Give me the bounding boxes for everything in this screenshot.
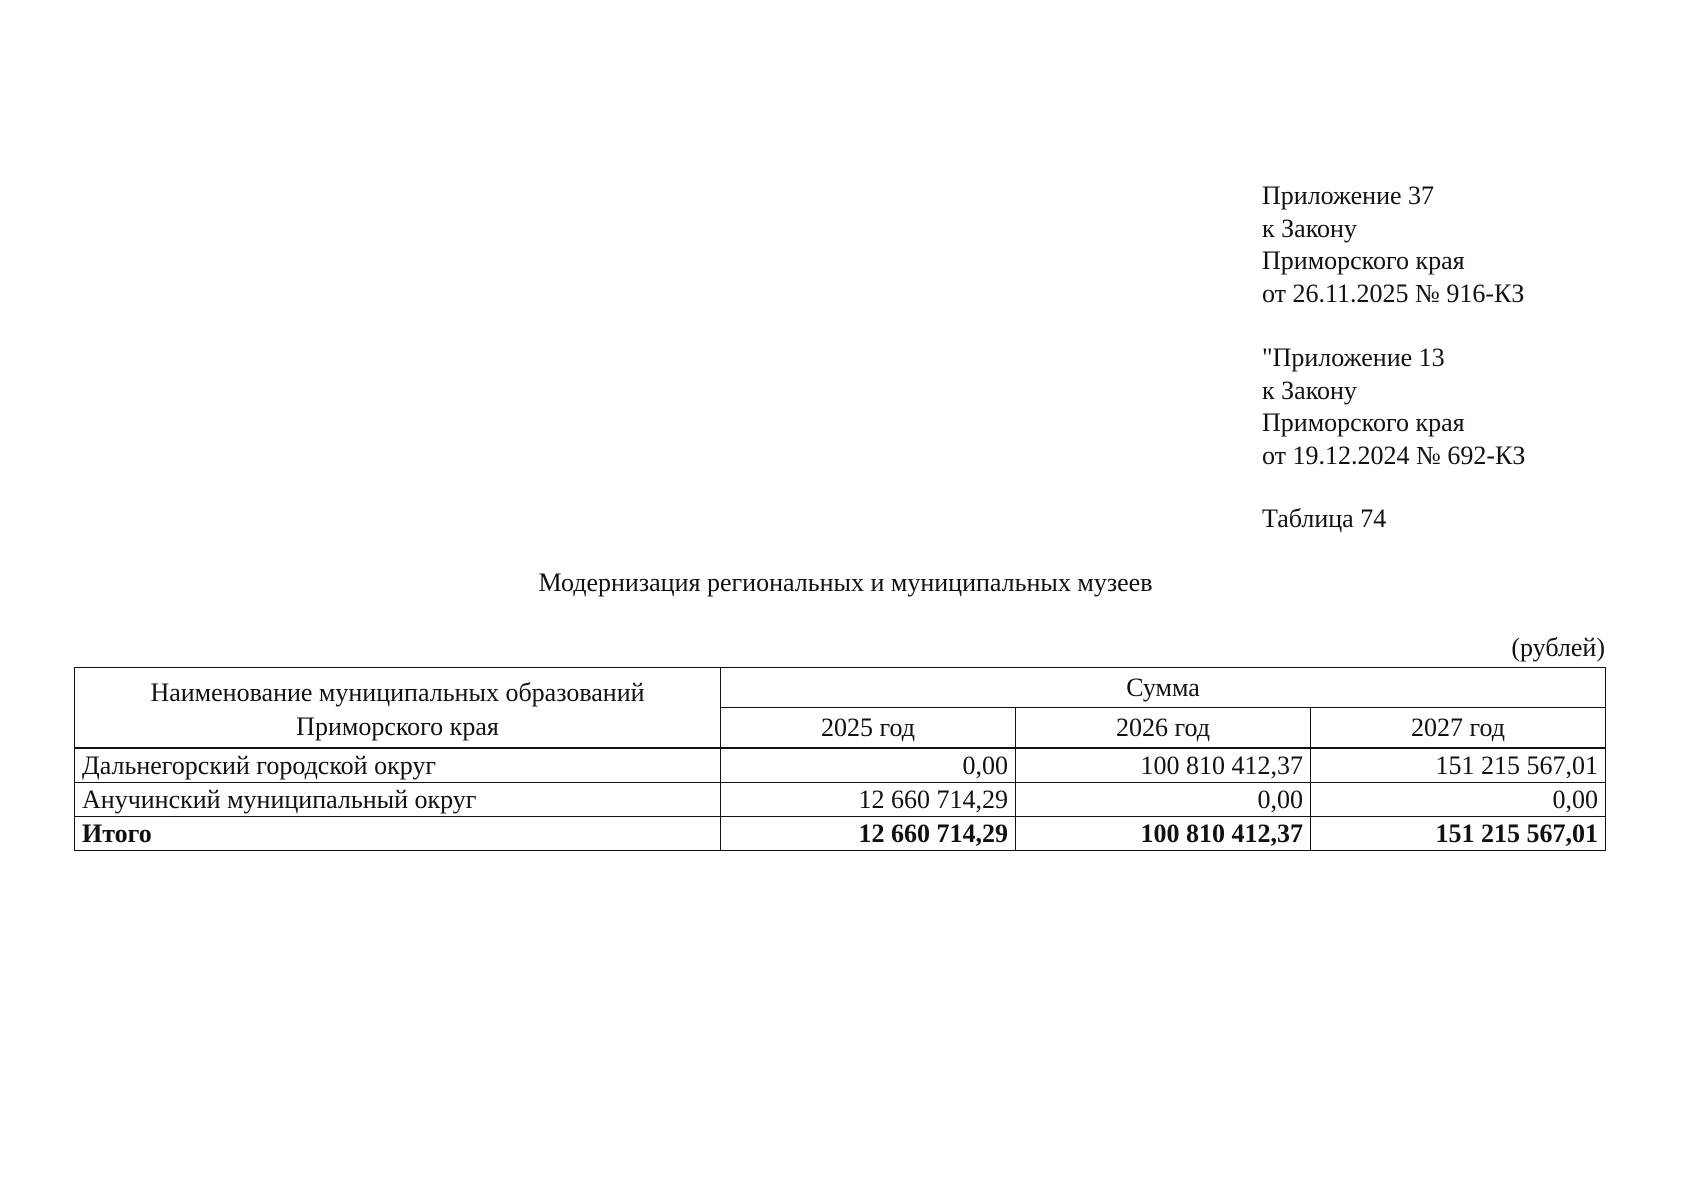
annex-header-amended — [1262, 342, 1525, 472]
column-header-year: 2025 год — [721, 708, 1016, 748]
row-value: 151 215 567,01 — [1311, 749, 1606, 783]
row-value: 0,00 — [1016, 783, 1311, 817]
table-number: Таблица 74 — [1262, 504, 1387, 533]
annex-region: Приморского края — [1262, 246, 1465, 275]
funding-table — [74, 667, 1606, 851]
annex-law-date: от 19.12.2024 № 692-КЗ — [1262, 440, 1526, 470]
row-value: 12 660 714,29 — [721, 783, 1016, 817]
table-row — [75, 783, 1606, 817]
column-header-year: 2026 год — [1016, 708, 1311, 748]
annex-number: "Приложение 13 — [1262, 343, 1445, 372]
total-value: 12 660 714,29 — [721, 817, 1016, 851]
annex-law-date: от 26.11.2025 № 916-КЗ — [1262, 278, 1525, 308]
column-header-sum: Сумма — [721, 668, 1606, 708]
annex-law-ref: к Закону — [1262, 213, 1357, 243]
table-row — [75, 749, 1606, 783]
total-value: 151 215 567,01 — [1311, 817, 1606, 851]
column-header-name-line2: Приморского края — [296, 711, 499, 741]
row-name: Анучинский муниципальный округ — [75, 783, 721, 817]
total-label: Итого — [75, 817, 721, 851]
row-value: 0,00 — [721, 749, 1016, 783]
annex-law-ref: к Закону — [1262, 375, 1357, 405]
column-header-name-line1: Наименование муниципальных образований — [150, 677, 645, 707]
document-title: Модернизация региональных и муниципальных музеев — [538, 568, 1153, 597]
annex-header-current — [1262, 180, 1524, 310]
row-value: 0,00 — [1311, 783, 1606, 817]
row-value: 100 810 412,37 — [1016, 749, 1311, 783]
annex-number: Приложение 37 — [1262, 181, 1435, 210]
total-value: 100 810 412,37 — [1016, 817, 1311, 851]
annex-region: Приморского края — [1262, 408, 1465, 437]
total-row — [75, 817, 1606, 851]
row-name: Дальнегорский городской округ — [75, 749, 721, 783]
column-header-name — [75, 668, 721, 748]
column-header-year: 2027 год — [1311, 708, 1606, 748]
units-label: (рублей) — [1511, 633, 1605, 662]
